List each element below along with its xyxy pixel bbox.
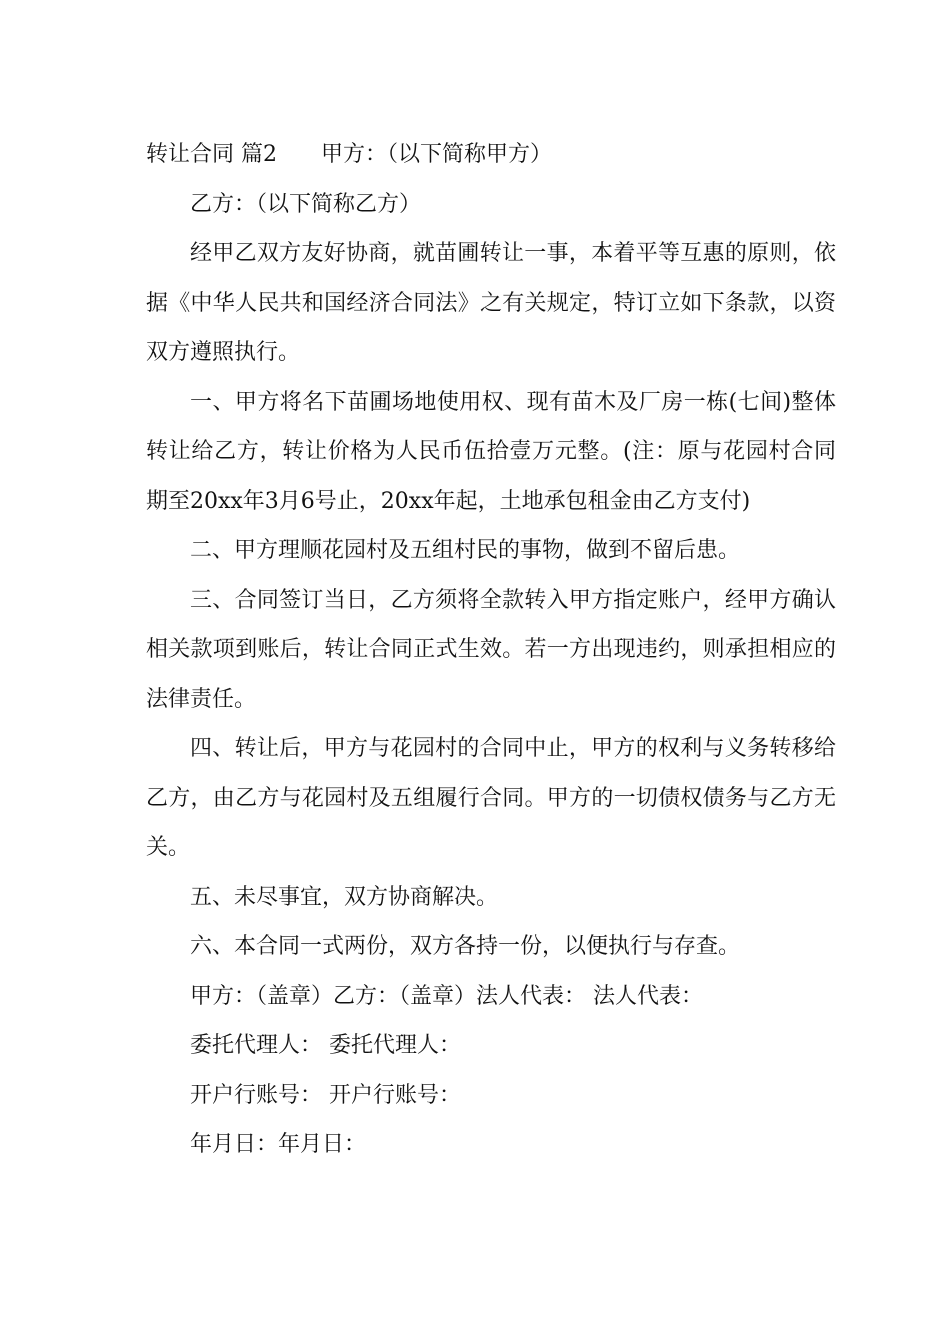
clause-3: 三、合同签订当日，乙方须将全款转入甲方指定账户，经甲方确认相关款项到账后，转让合同正式生效。若一方出现违约，则承担相应的法律责任。: [146, 587, 836, 712]
signature-bank-line: 开户行账号： 开户行账号：: [190, 1082, 461, 1108]
signature-agent-line: 委托代理人： 委托代理人：: [190, 1033, 461, 1058]
clause-5: 五、未尽事宜，双方协商解决。: [190, 884, 499, 910]
party-a-line: 甲方：（以下简称甲方）: [321, 142, 553, 167]
preamble-paragraph: 经甲乙双方友好协商，就苗圃转让一事，本着平等互惠的原则，依据《中华人民共和国经济合同法》之有关规定，特订立如下条款，以资双方遵照执行。: [146, 241, 836, 365]
signature-date-line: 年月日：年月日：: [190, 1132, 367, 1157]
clause-4: 四、转让后，甲方与花园村的合同中止，甲方的权利与义务转移给乙方，由乙方与花园村及五组履行合同。甲方的一切债权债务与乙方无关。: [146, 736, 836, 860]
clause-1: 一、甲方将名下苗圃场地使用权、现有苗木及厂房一栋(七间)整体转让给乙方，转让价格为人民币伍拾壹万元整。(注：原与花园村合同期至20xx年3月6号止，20xx年起，土地承包租金由乙方支付): [146, 389, 836, 514]
document-title: 转让合同 篇2: [146, 142, 277, 167]
title-line: [146, 130, 836, 180]
signature-seal-line: 甲方：（盖章）乙方：（盖章）法人代表： 法人代表：: [190, 983, 703, 1009]
clause-6: 六、本合同一式两份，双方各持一份，以便执行与存查。: [190, 934, 741, 959]
clause-2: 二、甲方理顺花园村及五组村民的事物，做到不留后患。: [190, 538, 741, 563]
contract-document: [146, 130, 836, 1170]
party-b-line: 乙方：（以下简称乙方）: [190, 191, 422, 217]
